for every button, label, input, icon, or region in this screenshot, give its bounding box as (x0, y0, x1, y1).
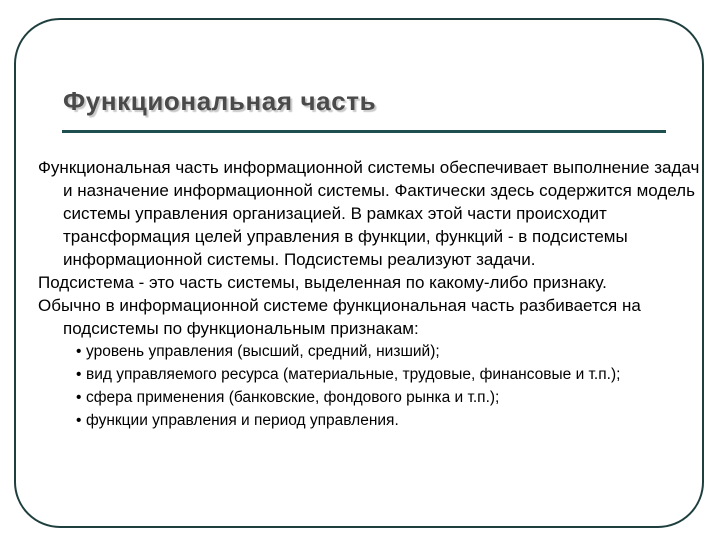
bullet-text: сфера применения (банковские, фондового рынка и т.п.); (86, 389, 500, 406)
bullet-text: уровень управления (высший, средний, низший); (86, 343, 440, 360)
bullet-item-management-level (38, 340, 710, 363)
bullet-item-resource-type (38, 363, 710, 386)
slide-body (38, 156, 710, 432)
paragraph-functional-part: Функциональная часть информационной системы обеспечивает выполнение задач и назначение информационной системы. Фактически здесь содержится модель системы управления организацией. В рамках этой части происходит трансформация целей управления в функции, функций - в подсистемы информационной системы. Подсистемы реализуют задачи. (38, 158, 700, 269)
feature-bullet-list (38, 340, 710, 432)
bullet-item-management-functions (38, 409, 710, 432)
bullet-text: вид управляемого ресурса (материальные, трудовые, финансовые и т.п.); (86, 366, 621, 383)
bullet-text: функции управления и период управления. (86, 412, 399, 429)
bullet-dot-icon: • (76, 389, 82, 406)
paragraph-subsystem-definition: Подсистема - это часть системы, выделенная по какому-либо признаку. (38, 273, 607, 292)
bullet-dot-icon: • (76, 412, 82, 429)
paragraph-subsystem-division: Обычно в информационной системе функциональная часть разбивается на подсистемы по функциональным признакам: (38, 296, 641, 338)
bullet-dot-icon: • (76, 343, 82, 360)
bullet-dot-icon: • (76, 366, 82, 383)
bullet-item-application-area (38, 386, 710, 409)
slide-title: Функциональная часть (63, 86, 377, 116)
title-underline (62, 130, 666, 133)
